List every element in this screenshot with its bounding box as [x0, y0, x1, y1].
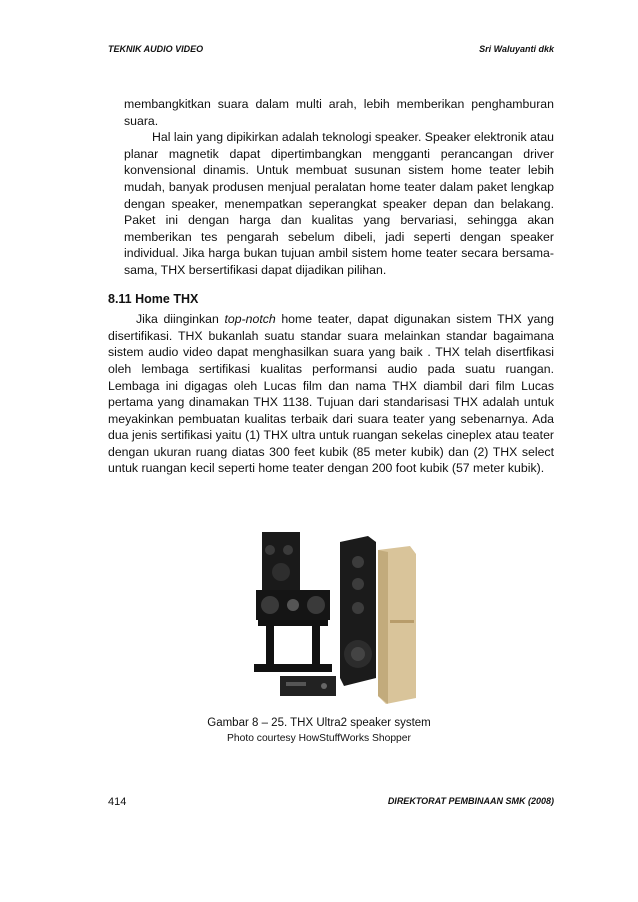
- page-number: 414: [108, 796, 127, 808]
- section-heading: 8.11 Home THX: [108, 291, 199, 306]
- speaker-illustration: [240, 528, 430, 710]
- page-body: [108, 96, 554, 477]
- section-home-thx: [108, 291, 554, 478]
- speaker-system-photo: [240, 528, 430, 710]
- page-footer: [108, 796, 554, 808]
- figure-caption-block: [0, 716, 638, 746]
- section-text-start: Jika diinginkan: [136, 312, 225, 327]
- section-text-emphasis: top-notch: [224, 312, 276, 327]
- continued-text: [108, 96, 554, 279]
- paragraph-speaker-tech: Hal lain yang dipikirkan adalah teknologi speaker. Speaker elektronik atau planar magnetik dapat dipertimbangkan mengganti perancangan driver konvensional dinamis. Untuk membuat susunan sistem home teater lebih mudah, banyak produsen menjual peralatan home teater dalam paket lengkap dengan speaker, menempatkan seperangkat speaker depan dan belakang. Paket ini dengan harga dan kualitas yang bervariasi, sehingga akan memberikan tes pengarah sebelum dibeli, jadi seperti dengan speaker individual. Jika harga bukan tujuan ambil sistem home teater secara bersama-sama, THX bersertifikasi dapat dijadikan pilihan.: [124, 130, 554, 277]
- header-left: TEKNIK AUDIO VIDEO: [108, 44, 204, 54]
- section-paragraph: [108, 311, 554, 477]
- section-text-rest: home teater, dapat digunakan sistem THX yang disertifikasi. THX bukanlah suatu standar suara melainkan standar bagaimana sistem audio video dapat menghasilkan suara yang baik . THX telah disertfikasi oleh lembaga sertifikasi kualitas performansi audio pada suatu ruangan. Lembaga ini digagas oleh Lucas film dan nama THX diambil dari film Lucas pertama yang dinamakan THX 1138. Tujuan dari standarisasi THX adalah untuk meyakinkan pembuatan kualitas terbaik dari suara teater yang sebenarnya. Ada dua jenis sertifikasi yaitu (1) THX ultra untuk ruangan sekelas cineplex atau teater dengan ukuran ruang diatas 300 feet kubik (85 meter kubik) dan (2) THX select untuk ruangan kecil seperti home teater dengan 200 foot kubik (57 meter kubik).: [108, 312, 554, 476]
- speaker-stand: [258, 620, 328, 626]
- figure-credit: Photo courtesy HowStuffWorks Shopper: [227, 733, 411, 744]
- paragraph-continued: membangkitkan suara dalam multi arah, lebih memberikan penghamburan suara.: [124, 97, 554, 128]
- figure-caption: Gambar 8 – 25. THX Ultra2 speaker system: [207, 717, 431, 729]
- header-right: Sri Waluyanti dkk: [479, 44, 554, 54]
- footer-right: DIREKTORAT PEMBINAAN SMK (2008): [387, 796, 554, 806]
- page-header: [108, 44, 554, 54]
